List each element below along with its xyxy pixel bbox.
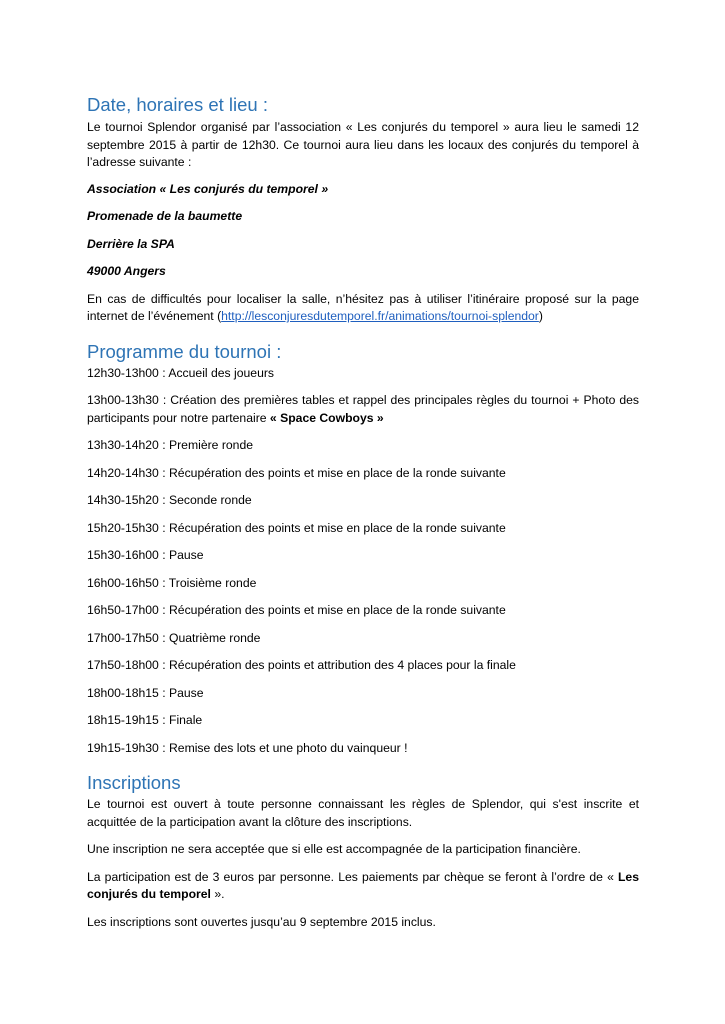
document-page — [87, 94, 639, 931]
address-line: Promenade de la baumette — [87, 209, 243, 223]
intro-paragraph: Le tournoi Splendor organisé par l’association « Les conjurés du temporel » aura lieu le samedi 12 septembre 2015 à partir de 12h30. Ce tournoi aura lieu dans les locaux des conjurés du temporel à l’adresse suivante : — [87, 120, 639, 169]
schedule-item: 18h00-18h15 : Pause — [87, 685, 204, 700]
schedule-text: 13h00-13h30 : Création des premières tables et rappel des principales règles du tournoi + Photo des participants pour notre partenaire — [87, 393, 639, 425]
payment-paragraph — [87, 869, 639, 904]
schedule-item: 16h00-16h50 : Troisième ronde — [87, 575, 257, 590]
help-text: En cas de difficultés pour localiser la salle, n’hésitez pas à utiliser l’itinéraire proposé sur la page internet de l’événement ( — [87, 291, 639, 323]
section-title-programme: Programme du tournoi : — [87, 340, 282, 362]
schedule-item: 19h15-19h30 : Remise des lots et une photo du vainqueur ! — [87, 740, 408, 755]
section-title-inscriptions: Inscriptions — [87, 772, 181, 793]
schedule-item: 17h50-18h00 : Récupération des points et attribution des 4 places pour la finale — [87, 658, 516, 672]
help-text-end: ) — [538, 309, 543, 323]
schedule-item: 12h30-13h00 : Accueil des joueurs — [87, 365, 275, 380]
address-line: Association « Les conjurés du temporel » — [87, 181, 329, 196]
event-link[interactable]: http://lesconjuresdutemporel.fr/animations/tournoi-splendor — [221, 309, 539, 323]
payment-text: La participation est de 3 euros par personne. Les paiements par chèque se feront à l’ordre de « — [87, 869, 618, 884]
schedule-item: 15h20-15h30 : Récupération des points et mise en place de la ronde suivante — [87, 520, 506, 535]
schedule-item: 17h00-17h50 : Quatrième ronde — [87, 630, 261, 645]
address-line: 49000 Angers — [87, 264, 166, 278]
schedule-item: 13h30-14h20 : Première ronde — [87, 438, 253, 452]
schedule-item: 14h20-14h30 : Récupération des points et mise en place de la ronde suivante — [87, 465, 506, 480]
inscription-paragraph: Le tournoi est ouvert à toute personne connaissant les règles de Splendor, qui s'est inscrite et acquittée de la participation avant la clôture des inscriptions. — [87, 797, 639, 829]
schedule-item: 14h30-15h20 : Seconde ronde — [87, 493, 252, 507]
deadline-paragraph: Les inscriptions sont ouvertes jusqu’au 9 septembre 2015 inclus. — [87, 914, 436, 929]
section-title-date: Date, horaires et lieu : — [87, 94, 268, 115]
payee-name: Les conjurés du temporel — [87, 869, 639, 901]
schedule-item — [87, 392, 639, 427]
inscription-paragraph: Une inscription ne sera acceptée que si elle est accompagnée de la participation financière. — [87, 842, 581, 856]
schedule-item: 15h30-16h00 : Pause — [87, 548, 204, 562]
schedule-item: 16h50-17h00 : Récupération des points et mise en place de la ronde suivante — [87, 603, 506, 617]
partner-name: « Space Cowboys » — [269, 410, 384, 425]
schedule-item: 18h15-19h15 : Finale — [87, 713, 203, 727]
payment-text-end: ». — [210, 887, 225, 901]
address-line: Derrière la SPA — [87, 236, 175, 251]
help-paragraph — [87, 291, 639, 326]
